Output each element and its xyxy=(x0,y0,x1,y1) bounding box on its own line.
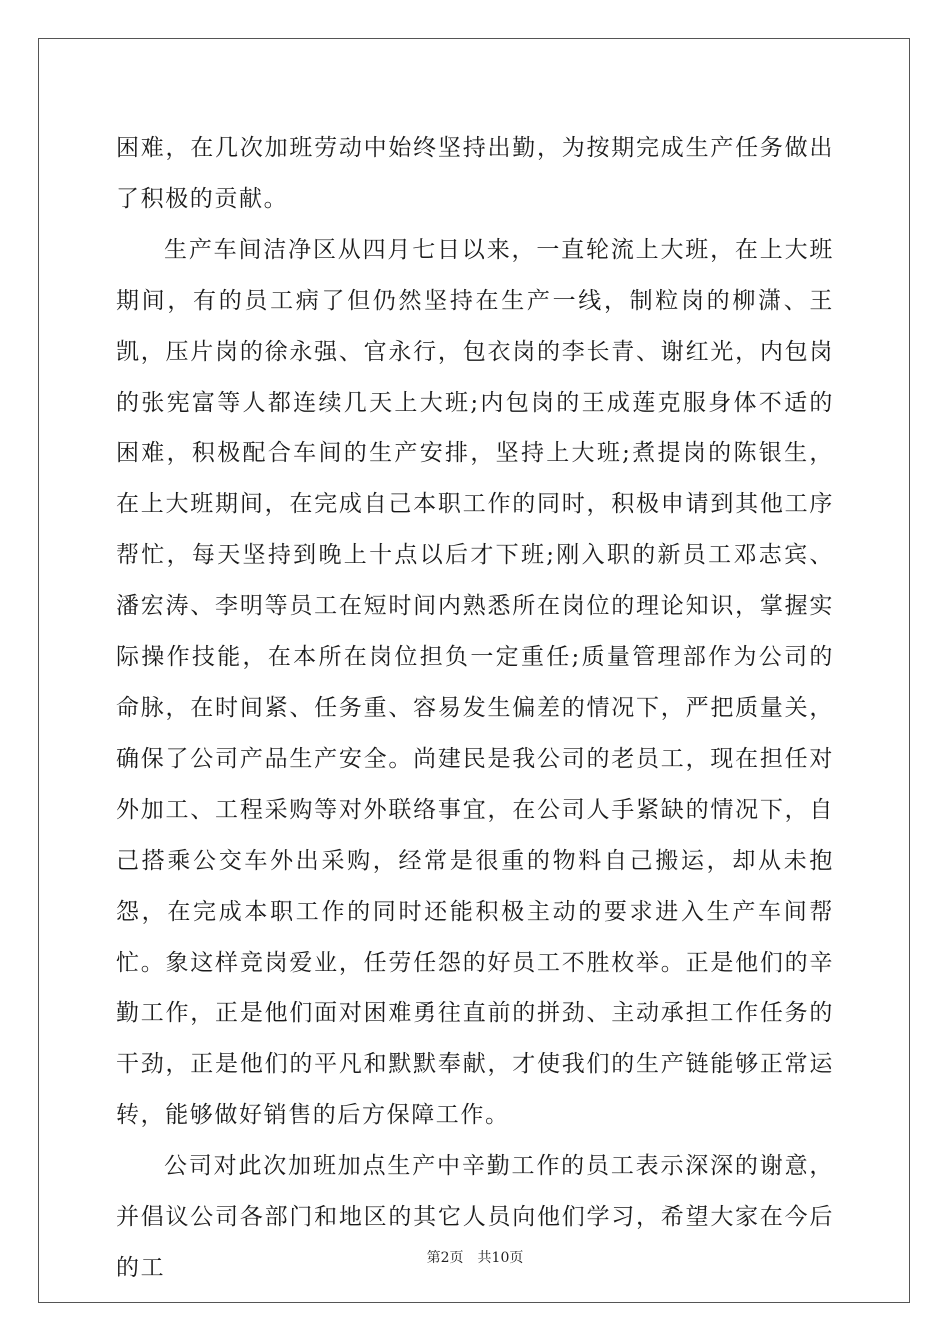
document-body xyxy=(116,123,834,1294)
paragraph-3: 公司对此次加班加点生产中辛勤工作的员工表示深深的谢意，并倡议公司各部门和地区的其它人员向他们学习，希望大家在今后的工 xyxy=(116,1153,834,1281)
page-footer xyxy=(0,1247,950,1267)
paragraph-2: 生产车间洁净区从四月七日以来，一直轮流上大班，在上大班期间，有的员工病了但仍然坚持在生产一线，制粒岗的柳潇、王凯，压片岗的徐永强、官永行，包衣岗的李长青、谢红光，内包岗的张宪富等人都连续几天上大班;内包岗的王成莲克服身体不适的困难，积极配合车间的生产安排，坚持上大班;煮提岗的陈银生，在上大班期间，在完成自己本职工作的同时，积极申请到其他工序帮忙，每天坚持到晚上十点以后才下班;刚入职的新员工邓志宾、潘宏涛、李明等员工在短时间内熟悉所在岗位的理论知识，掌握实际操作技能，在本所在岗位担负一定重任;质量管理部作为公司的命脉，在时间紧、任务重、容易发生偏差的情况下，严把质量关，确保了公司产品生产安全。尚建民是我公司的老员工，现在担任对外加工、工程采购等对外联络事宜，在公司人手紧缺的情况下，自己搭乘公交车外出采购，经常是很重的物料自己搬运，却从未抱怨，在完成本职工作的同时还能积极主动的要求进入生产车间帮忙。象这样竞岗爱业，任劳任怨的好员工不胜枚举。正是他们的辛勤工作，正是他们面对困难勇往直前的拼劲、主动承担工作任务的干劲，正是他们的平凡和默默奉献，才使我们的生产链能够正常运转，能够做好销售的后方保障工作。 xyxy=(116,236,834,1129)
paragraph-1: 困难，在几次加班劳动中始终坚持出勤，为按期完成生产任务做出了积极的贡献。 xyxy=(116,135,834,212)
page-number-label: 第2页 共10页 xyxy=(426,1250,524,1266)
